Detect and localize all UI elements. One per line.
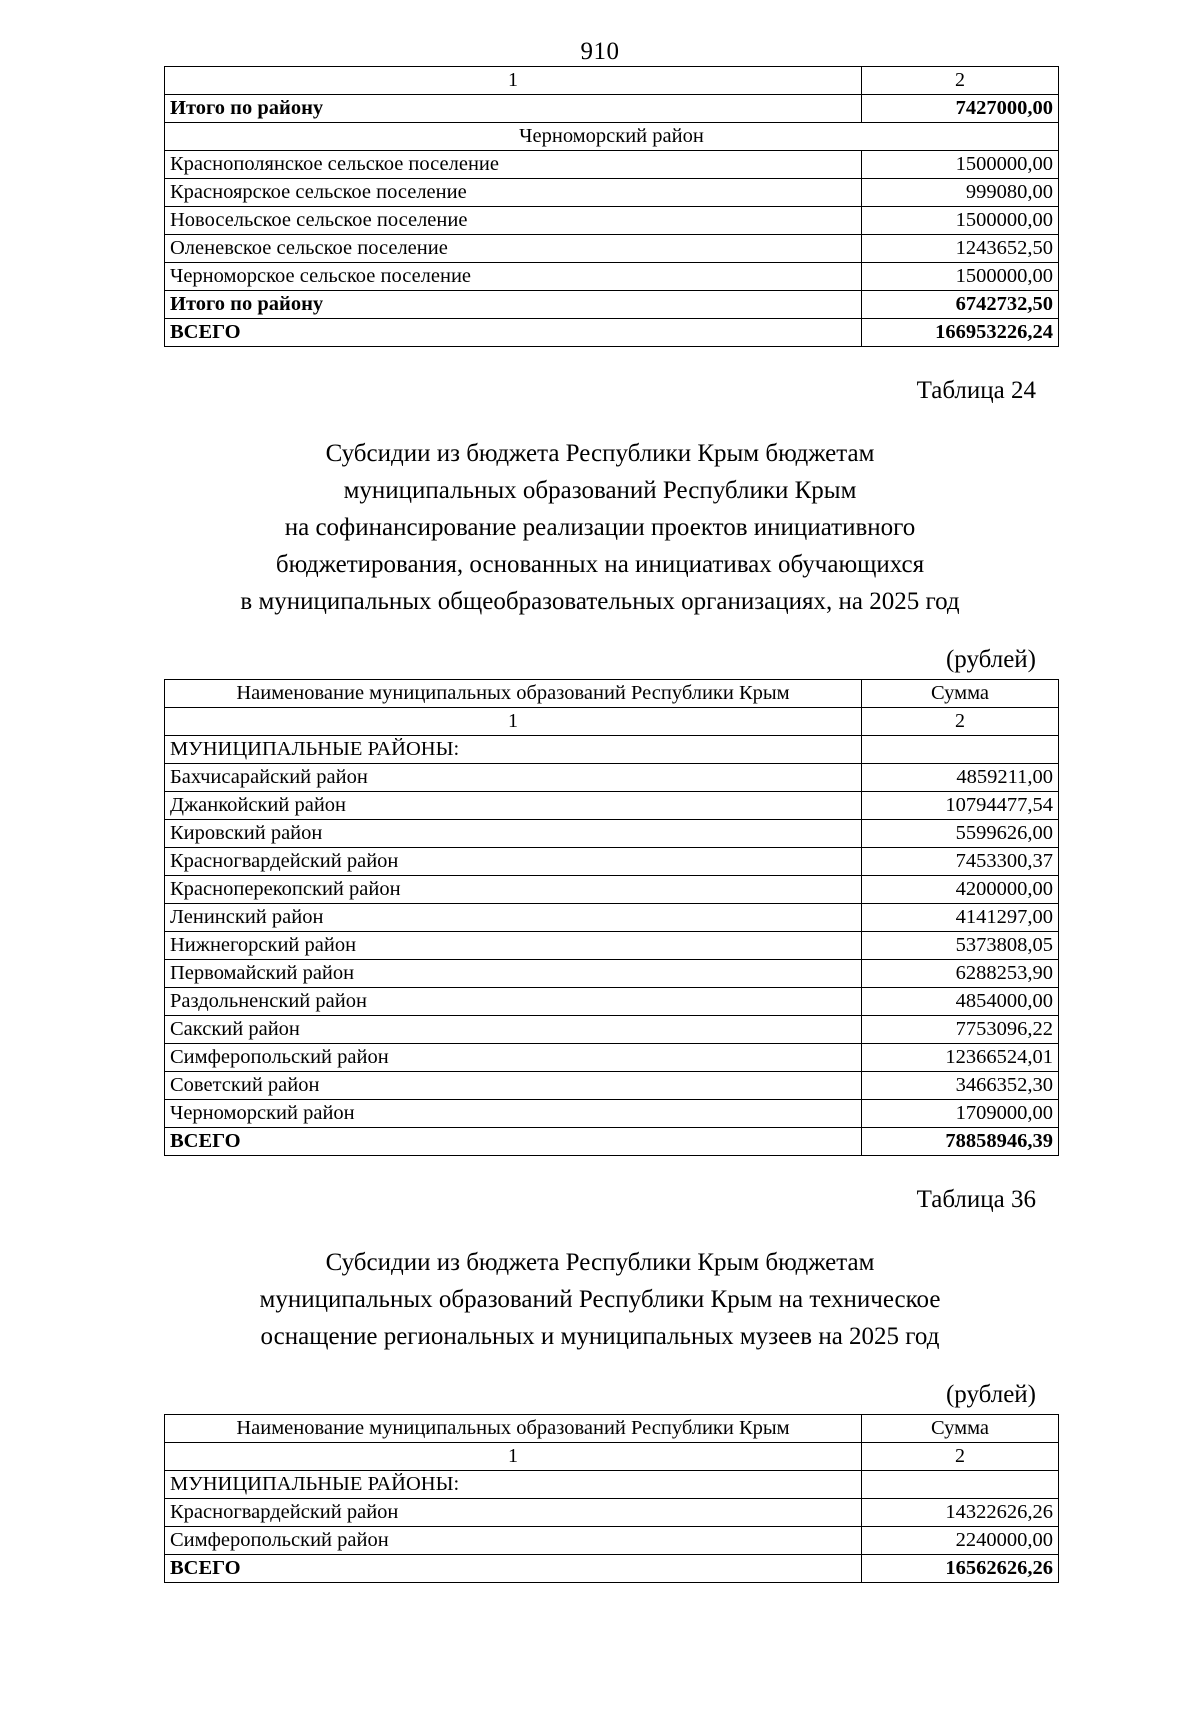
row-name-cell: Итого по району [165,291,862,319]
table-top-body [165,67,1059,347]
row-sum-cell: 4141297,00 [862,904,1059,932]
section-header-cell: Черноморский район [165,123,1059,151]
title-line: в муниципальных общеобразовательных организациях, на 2025 год [240,588,960,615]
table-row [165,988,1059,1016]
table-24-title [100,409,1100,620]
table-row [165,1499,1059,1527]
row-name-cell: Кировский район [165,820,862,848]
row-sum-cell: 4854000,00 [862,988,1059,1016]
row-sum-cell: 12366524,01 [862,1044,1059,1072]
column-number-cell: 2 [862,708,1059,736]
table-row [165,1044,1059,1072]
table-row [165,151,1059,179]
table-row [165,736,1059,764]
column-number-cell: 1 [165,1443,862,1471]
row-name-cell: Краснополянское сельское поселение [165,151,862,179]
table-24-body [165,680,1059,1156]
row-name-cell: Раздольненский район [165,988,862,1016]
table-36-units: (рублей) [945,1381,1036,1408]
title-line: бюджетирования, основанных на инициативах обучающихся [275,551,925,578]
table-row [165,764,1059,792]
table-36 [164,1414,1059,1583]
column-number-cell: 1 [165,708,862,736]
row-name-cell: Итого по району [165,95,862,123]
table-row [165,1128,1059,1156]
title-line: муниципальных образований Республики Крым [343,477,857,504]
table-row [165,876,1059,904]
row-name-cell: МУНИЦИПАЛЬНЫЕ РАЙОНЫ: [165,1471,862,1499]
table-36-wrapper [164,1414,1053,1583]
column-number-cell: 1 [165,67,862,95]
header-cell-name: Наименование муниципальных образований Республики Крым [165,1415,862,1443]
table-row [165,263,1059,291]
table-row [165,1072,1059,1100]
row-name-cell: Красноперекопский район [165,876,862,904]
row-name-cell: Красногвардейский район [165,1499,862,1527]
table-header-row [165,1415,1059,1443]
row-name-cell: ВСЕГО [165,1555,862,1583]
title-line: на софинансирование реализации проектов инициативного [284,514,916,541]
table-24 [164,679,1059,1156]
table-row [165,848,1059,876]
row-name-cell: ВСЕГО [165,319,862,347]
table-row [165,95,1059,123]
row-sum-cell: 16562626,26 [862,1555,1059,1583]
column-number-row [165,1443,1059,1471]
table-header-row [165,680,1059,708]
row-sum-cell: 1500000,00 [862,151,1059,179]
title-line: оснащение региональных и муниципальных музеев на 2025 год [260,1323,940,1350]
row-name-cell: Новосельское сельское поселение [165,207,862,235]
table-row [165,123,1059,151]
column-number-cell: 2 [862,67,1059,95]
row-sum-cell: 3466352,30 [862,1072,1059,1100]
table-row [165,792,1059,820]
table-row [165,1100,1059,1128]
row-sum-cell: 78858946,39 [862,1128,1059,1156]
row-sum-cell: 5373808,05 [862,932,1059,960]
row-sum-cell: 14322626,26 [862,1499,1059,1527]
row-sum-cell: 4200000,00 [862,876,1059,904]
table-row [165,1471,1059,1499]
row-sum-cell: 5599626,00 [862,820,1059,848]
row-name-cell: Симферопольский район [165,1044,862,1072]
table-row [165,319,1059,347]
row-sum-cell: 6288253,90 [862,960,1059,988]
row-sum-cell [862,736,1059,764]
table-row [165,960,1059,988]
title-line: Субсидии из бюджета Республики Крым бюджетам [325,1249,875,1276]
column-number-cell: 2 [862,1443,1059,1471]
row-name-cell: Джанкойский район [165,792,862,820]
row-name-cell: Красногвардейский район [165,848,862,876]
table-row [165,207,1059,235]
table-row [165,1555,1059,1583]
row-name-cell: Нижнегорский район [165,932,862,960]
title-line: муниципальных образований Республики Крым на техническое [259,1286,941,1313]
table-row [165,179,1059,207]
row-sum-cell: 166953226,24 [862,319,1059,347]
row-sum-cell: 10794477,54 [862,792,1059,820]
row-sum-cell: 7453300,37 [862,848,1059,876]
table-row [165,1527,1059,1555]
row-name-cell: Симферопольский район [165,1527,862,1555]
row-name-cell: Ленинский район [165,904,862,932]
row-sum-cell: 999080,00 [862,179,1059,207]
row-name-cell: Советский район [165,1072,862,1100]
title-line: Субсидии из бюджета Республики Крым бюджетам [325,440,875,467]
page-number: 910 [580,38,620,65]
row-name-cell: Черноморское сельское поселение [165,263,862,291]
row-name-cell: МУНИЦИПАЛЬНЫЕ РАЙОНЫ: [165,736,862,764]
row-name-cell: ВСЕГО [165,1128,862,1156]
row-sum-cell: 1500000,00 [862,207,1059,235]
table-row [165,904,1059,932]
row-sum-cell [862,1471,1059,1499]
table-24-units: (рублей) [945,646,1036,673]
table-row [165,1016,1059,1044]
table-top-wrapper [164,66,1053,347]
row-sum-cell: 2240000,00 [862,1527,1059,1555]
row-name-cell: Сакский район [165,1016,862,1044]
row-sum-cell: 7753096,22 [862,1016,1059,1044]
row-name-cell: Красноярское сельское поселение [165,179,862,207]
row-sum-cell: 4859211,00 [862,764,1059,792]
column-number-row [165,708,1059,736]
row-sum-cell: 1243652,50 [862,235,1059,263]
header-cell-sum: Сумма [862,1415,1059,1443]
row-name-cell: Черноморский район [165,1100,862,1128]
row-name-cell: Оленевское сельское поселение [165,235,862,263]
table-top [164,66,1059,347]
table-row [165,291,1059,319]
row-sum-cell: 7427000,00 [862,95,1059,123]
row-sum-cell: 1709000,00 [862,1100,1059,1128]
table-row [165,932,1059,960]
table-24-wrapper [164,679,1053,1156]
table-row [165,235,1059,263]
table-36-label: Таблица 36 [916,1186,1036,1213]
row-sum-cell: 1500000,00 [862,263,1059,291]
document-page [0,38,1200,1735]
table-36-title [100,1218,1100,1355]
header-cell-sum: Сумма [862,680,1059,708]
table-24-label: Таблица 24 [916,377,1036,404]
row-sum-cell: 6742732,50 [862,291,1059,319]
table-row [165,820,1059,848]
row-name-cell: Первомайский район [165,960,862,988]
table-36-body [165,1415,1059,1583]
column-number-row [165,67,1059,95]
header-cell-name: Наименование муниципальных образований Республики Крым [165,680,862,708]
row-name-cell: Бахчисарайский район [165,764,862,792]
